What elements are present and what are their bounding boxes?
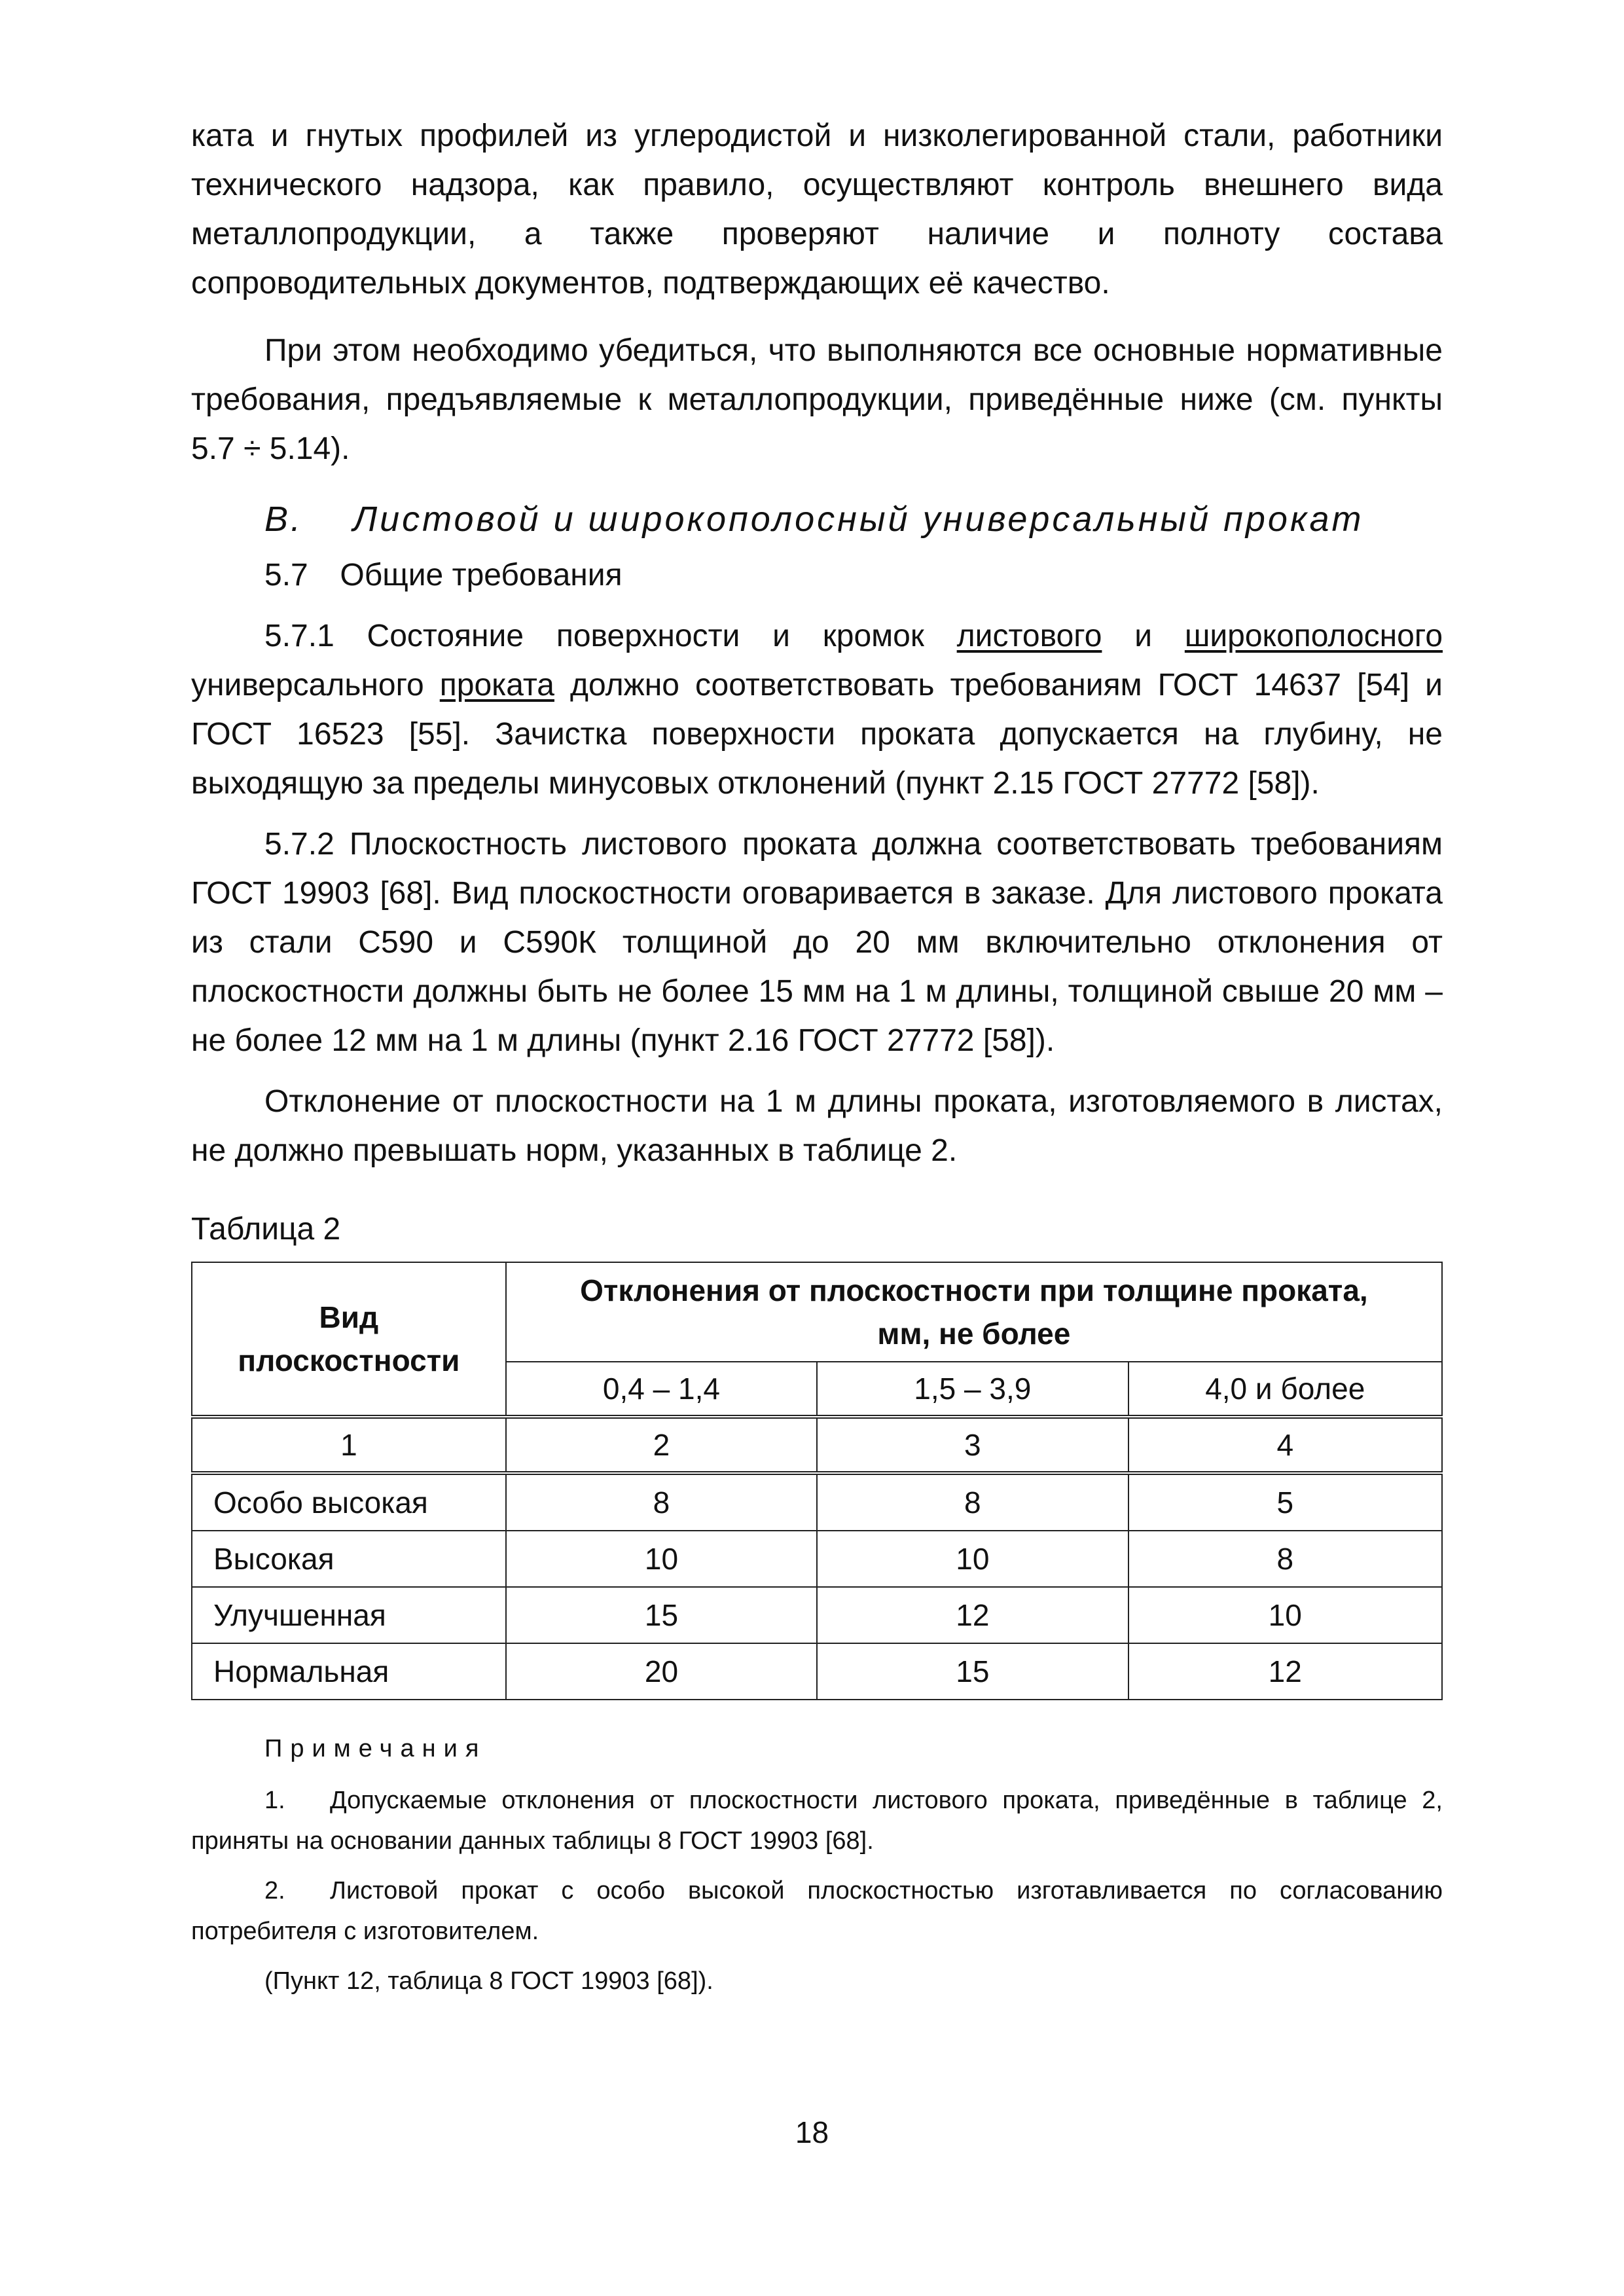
value-cell: 10: [817, 1531, 1128, 1587]
clause-5-7-1: [191, 611, 1443, 808]
section-heading: [191, 493, 1443, 545]
value-cell: 5: [1128, 1473, 1442, 1531]
clause-5-7-2: 5.7.2 Плоскостность листового проката должна соответствовать требованиям ГОСТ 19903 [68]. Вид плоскостности оговаривается в заказе. Для листового проката из стали С590 и С590К толщиной до 20 мм включительно отклонения от плоскостности должны быть не более 15 мм на 1 м длины, толщиной свыше 20 мм – не более 12 мм на 1 м длины (пункт 2.16 ГОСТ 27772 [58]).: [191, 827, 1443, 1058]
section-letter: В.: [264, 500, 304, 539]
value-cell: 8: [1128, 1531, 1442, 1587]
table-row: [192, 1473, 1442, 1531]
note-1-number: 1.: [264, 1787, 285, 1814]
value-cell: 10: [1128, 1587, 1442, 1643]
clause-5-7-1-text-b: и: [1102, 619, 1185, 653]
section-title: Листовой и широкополосный универсальный прокат: [353, 500, 1364, 539]
table-caption: Таблица 2: [191, 1212, 341, 1247]
note-2: [191, 1870, 1443, 1952]
range-cell: 1,5 – 3,9: [817, 1362, 1128, 1417]
note-1: [191, 1780, 1443, 1861]
table-row: [192, 1531, 1442, 1587]
column-number-cell: 3: [817, 1417, 1128, 1473]
note-1-text: Допускаемые отклонения от плоскостности листового проката, приведённые в таблице 2, приняты на основании данных таблицы 8 ГОСТ 19903 [68].: [191, 1787, 1443, 1855]
header-flatness-type-line1: Вид: [319, 1300, 379, 1334]
paragraph-continuation: ката и гнутых профилей из углеродистой и низколегированной стали, работники технического надзора, как правило, осуществляют контроль внешнего вида металлопродукции, а также проверяют наличие и полноту состава сопроводительных документов, подтверждающих её качество.: [191, 118, 1443, 301]
table-row: [192, 1643, 1442, 1700]
subsection-heading: [191, 551, 1443, 600]
value-cell: 10: [506, 1531, 817, 1587]
table-row: [192, 1587, 1442, 1643]
column-number-cell: 1: [192, 1417, 506, 1473]
header-deviation-line1: Отклонения от плоскостности при толщине проката,: [580, 1273, 1368, 1307]
value-cell: 12: [817, 1587, 1128, 1643]
header-deviation-line2: мм, не более: [877, 1317, 1071, 1351]
page-number: 18: [795, 2115, 829, 2149]
column-number-cell: 4: [1128, 1417, 1442, 1473]
value-cell: 15: [817, 1643, 1128, 1700]
header-flatness-type-line2: плоскостности: [238, 1343, 460, 1377]
note-2-number: 2.: [264, 1877, 285, 1904]
clause-5-7-1-text-c: универсального: [191, 668, 440, 702]
link-sheet[interactable]: листового: [956, 619, 1102, 653]
range-cell: 0,4 – 1,4: [506, 1362, 817, 1417]
value-cell: 15: [506, 1587, 817, 1643]
link-wide-strip[interactable]: широкополосного: [1184, 619, 1443, 653]
link-rolled[interactable]: проката: [439, 668, 554, 702]
paragraph-deviation: Отклонение от плоскостности на 1 м длины проката, изготовляемого в листах, не должно превышать норм, указанных в таблице 2.: [191, 1084, 1443, 1168]
flatness-table: [191, 1262, 1443, 1700]
subsection-title: Общие требования: [340, 558, 623, 592]
value-cell: 20: [506, 1643, 817, 1700]
paragraph-requirements-intro: При этом необходимо убедиться, что выполняются все основные нормативные требования, предъявляемые к металлопродукции, приведённые ниже (см. пункты 5.7 ÷ 5.14).: [191, 333, 1443, 466]
notes-title: Примечания: [264, 1735, 487, 1762]
flatness-type-cell: Высокая: [192, 1531, 506, 1587]
flatness-type-cell: Нормальная: [192, 1643, 506, 1700]
value-cell: 12: [1128, 1643, 1442, 1700]
column-number-cell: 2: [506, 1417, 817, 1473]
document-page: [191, 111, 1443, 2001]
clause-5-7-1-text-d: должно соответствовать требованиям ГОСТ 14637 [54] и ГОСТ 16523 [55]. Зачистка поверхности проката допускается на глубину, не выходящую за пределы минусовых отклонений (пункт 2.15 ГОСТ 27772 [58]).: [191, 668, 1443, 801]
header-deviation: [506, 1262, 1442, 1362]
header-flatness-type: [192, 1262, 506, 1417]
range-cell: 4,0 и более: [1128, 1362, 1442, 1417]
value-cell: 8: [506, 1473, 817, 1531]
flatness-type-cell: Особо высокая: [192, 1473, 506, 1531]
clause-5-7-1-text-a: 5.7.1 Состояние поверхности и кромок: [264, 619, 957, 653]
note-reference: (Пункт 12, таблица 8 ГОСТ 19903 [68]).: [264, 1967, 713, 1995]
flatness-type-cell: Улучшенная: [192, 1587, 506, 1643]
subsection-number: 5.7: [264, 558, 308, 592]
note-2-text: Листовой прокат с особо высокой плоскостностью изготавливается по согласованию потребителя с изготовителем.: [191, 1877, 1443, 1945]
value-cell: 8: [817, 1473, 1128, 1531]
